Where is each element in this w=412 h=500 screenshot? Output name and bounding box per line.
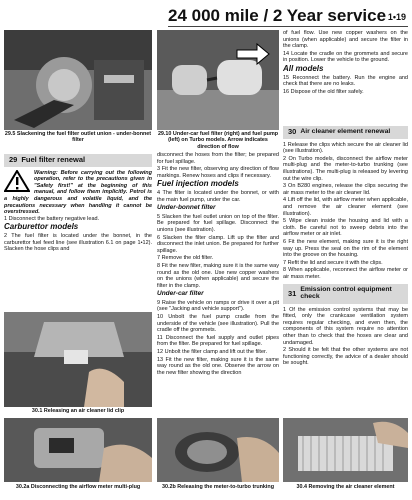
mid-p3: 3 Fit the new filter, observing any direction of flow markings. Renew hoses and clips if necessary. — [157, 166, 279, 179]
page-number: 1•19 — [387, 12, 406, 22]
caption-30-1: 30.1 Releasing an air cleaner lid clip — [31, 408, 125, 414]
section-31-title: Emission control equipment check — [300, 286, 392, 301]
photo-air-cleaner-element — [283, 418, 408, 482]
mid-p13: 13 Fit the new filter, making sure it is the same way round as the old one. Observe the arrow on the new filter showing the direction — [157, 356, 279, 376]
caption-30-2a: 30.2a Disconnecting the airflow meter multi-plug — [15, 484, 141, 490]
caption-29-10: 29.10 Under-car fuel filter (right) and fuel pump (left) on Turbo models. Arrow indicates direction of flow — [157, 131, 279, 150]
section-30-heading — [283, 126, 408, 139]
right-c-p2: 2 On Turbo models, disconnect the airflow meter multi-plug and the meter-to-turbo trunking (see illustrations). The multi-plug is released by levering out the wire clip. — [283, 155, 408, 182]
left-column — [4, 152, 152, 254]
photo-meter-to-turbo-trunking — [157, 418, 279, 482]
right-c-p3: 3 On B280 engines, release the clips securing the air mass meter to the air cleaner lid. — [283, 183, 408, 196]
heading-fuel-injection-models: Fuel injection models — [157, 179, 239, 189]
right-c-p9: 1 Of the emission control systems that may be fitted, only the crankcase ventilation system requires regular checking, and even then, the components of this system require no attention other than to check that the hoses are clear and undamaged. — [283, 306, 408, 346]
heading-all-models: All models — [283, 63, 324, 73]
right-c-p7: 7 Refit the lid and secure it with the clips. — [283, 259, 383, 266]
heading-carburettor-models: Carburettor models — [4, 222, 79, 232]
heading-under-car-filter: Under-car filter — [157, 290, 204, 298]
section-31-heading — [283, 284, 408, 303]
right-c-p1: 1 Release the clips which secure the air cleaner lid (see illustration). — [283, 141, 408, 155]
right-p15: 15 Reconnect the battery. Run the engine and check that there are no leaks. — [283, 74, 408, 88]
right-p14: 14 Locate the cradle on the grommets and secure in position. Lower the vehicle to the ground. — [283, 50, 408, 64]
right-c-p5: 5 Wipe clean inside the housing and lid with a cloth. Be careful not to sweep debris into the airflow meter or air inlet. — [283, 218, 408, 238]
right-c-p8: 8 When applicable, reconnect the airflow meter or air mass meter. — [283, 267, 408, 280]
right-top-column — [283, 30, 408, 96]
caption-30-2b: 30.2b Releasing the meter-to-turbo trunking — [161, 484, 275, 490]
heading-under-bonnet-filter: Under-bonnet filter — [157, 204, 216, 212]
caption-30-4: 30.4 Removing the air cleaner element — [296, 484, 395, 490]
right-c-p10: 2 Should it be felt that the other systems are not functioning correctly, the advice of a dealer should be sought. — [283, 347, 408, 367]
mid-p8: 8 Fit the new filter, making sure it is the same way round as the old one. Use new copper washers on the unions (when applicable) and secure the filter in the clamp. — [157, 262, 279, 289]
right-c-p6: 6 Fit the new element, making sure it is the right way up. Press the seal on the rim of the element into the groove on the housing. — [283, 238, 408, 259]
right-p-a: of fuel flow. Use new copper washers on the unions (when applicable) and secure the filter in the clamp. — [283, 30, 408, 50]
section-30-number: 30 — [288, 127, 297, 136]
section-29-number: 29 — [9, 155, 18, 164]
section-30-title: Air cleaner element renewal — [300, 128, 391, 135]
mid-p4: 4 The filter is located under the bonnet, or with the main fuel pump, under the car. — [157, 189, 279, 203]
photo-fuel-filter-outlet-union — [4, 30, 152, 130]
caption-29-5: 29.5 Slackening the fuel filter outlet union - under-bonnet filter — [4, 131, 152, 144]
section-31-number: 31 — [288, 288, 297, 298]
photo-air-cleaner-lid-clip — [4, 312, 152, 407]
left-p1: 1 Disconnect the battery negative lead. — [4, 215, 100, 222]
section-29-title: Fuel filter renewal — [21, 155, 86, 164]
photo-under-car-fuel-filter — [157, 30, 279, 130]
warning-block — [4, 170, 152, 216]
warning-text: Warning: Before carrying out the following operation, refer to the precautions given in "Safety first!" at the beginning of this manual, and follow them implicitly. Petrol is a highly dangerous and volatile liquid, and the precautions necessary when handling it cannot be overstressed. — [4, 169, 152, 216]
right-p16: 16 Dispose of the old filter safely. — [283, 88, 364, 95]
mid-p12: 12 Unbolt the filter clamp and lift out the filter. — [157, 349, 268, 356]
mid-p9: 9 Raise the vehicle on ramps or drive it over a pit (see "Jacking and vehicle support"). — [157, 299, 279, 313]
mid-p7: 7 Remove the old filter. — [157, 255, 214, 262]
photo-airflow-meter-multiplug — [4, 418, 152, 482]
mid-p10: 10 Unbolt the fuel pump cradle from the underside of the vehicle (see illustration). Pull the cradle off the grommets. — [157, 314, 279, 334]
section-29-heading — [4, 154, 152, 167]
mid-p6: 6 Slacken the filter clamp. Lift up the filter and disconnect the inlet union. Be prepared for further spillage. — [157, 234, 279, 254]
left-p2: 2 The fuel filter is located under the bonnet, in the carburettor fuel feed line (see illustration 6.1 on page 1•12). Slacken the hose clips and — [4, 232, 152, 253]
mid-p5: 5 Slacken the fuel outlet union on top of the filter. Be prepared for fuel spillage. Disconnect the unions (see illustration). — [157, 213, 279, 233]
page-title: 24 000 mile / 2 Year service — [168, 6, 387, 25]
warning-triangle-icon — [4, 170, 30, 192]
middle-column — [157, 152, 279, 377]
right-c-p4: 4 Lift off the lid, with airflow meter when applicable, and remove the air cleaner element (see illustration). — [283, 197, 408, 217]
mid-p11: 11 Disconnect the fuel supply and outlet pipes from the filter. Be prepared for fuel spillage. — [157, 334, 279, 348]
right-column — [283, 124, 408, 368]
mid-p-a: disconnect the hoses from the filter; be prepared for fuel spillage. — [157, 152, 279, 165]
header-rule — [168, 26, 408, 27]
page-header — [168, 4, 408, 26]
